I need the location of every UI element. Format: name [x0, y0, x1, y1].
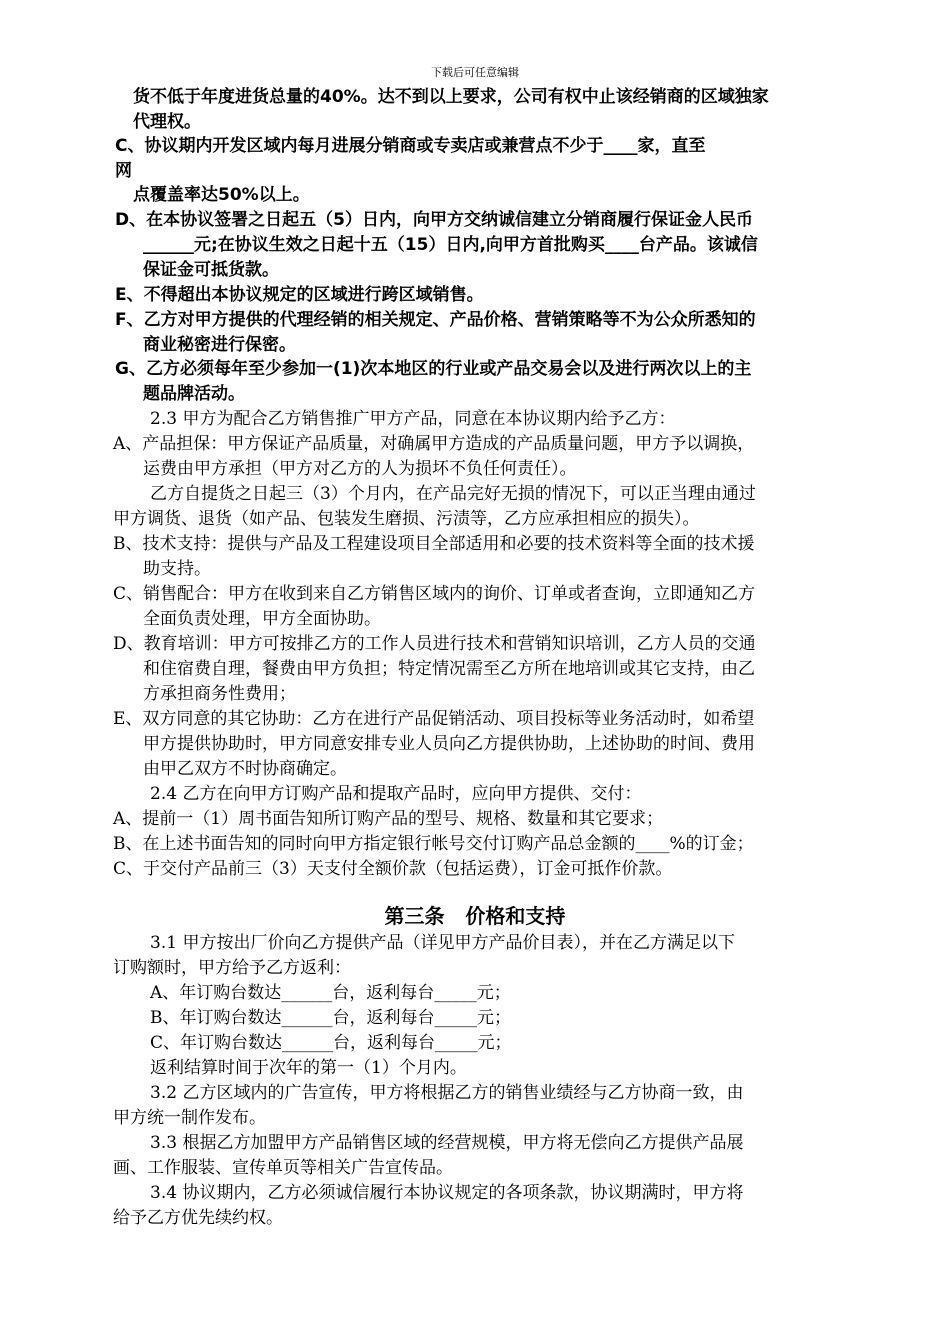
doc-line: 网	[115, 161, 132, 181]
doc-line: D、教育培训：甲方可按排乙方的工作人员进行技术和营销知识培训，乙方人员的交通	[113, 634, 756, 654]
doc-line: 货不低于年度进货总量的40%。达不到以上要求，公司有权中止该经销商的区域独家	[133, 87, 769, 107]
doc-line: 助支持。	[143, 559, 211, 579]
doc-line: 2.4 乙方在向甲方订购产品和提取产品时，应向甲方提供、交付：	[150, 784, 642, 804]
doc-line: A、提前一（1）周书面告知所订购产品的型号、规格、数量和其它要求；	[113, 809, 664, 829]
doc-line: 3.4 协议期内，乙方必须诚信履行本协议规定的各项条款，协议期满时，甲方将	[150, 1183, 744, 1203]
doc-line: 由甲乙双方不时协商确定。	[143, 759, 347, 779]
doc-line: B、年订购台数达______台，返利每台_____元；	[150, 1008, 511, 1028]
doc-line: 返利结算时间于次年的第一（1）个月内。	[150, 1058, 467, 1078]
doc-line: 给予乙方优先续约权。	[113, 1208, 283, 1228]
doc-line: E、双方同意的其它协助：乙方在进行产品促销活动、项目投标等业务活动时，如希望	[113, 709, 755, 729]
doc-line: C、年订购台数达______台，返利每台_____元；	[150, 1033, 512, 1053]
doc-line: G、乙方必须每年至少参加一(1)次本地区的行业或产品交易会以及进行两次以上的主	[115, 359, 752, 379]
doc-line: B、在上述书面告知的同时向甲方指定银行帐号交付订购产品总金额的____%的订金；	[113, 834, 754, 854]
doc-line: D、在本协议签署之日起五（5）日内，向甲方交纳诚信建立分销商履行保证金人民币	[115, 210, 753, 230]
doc-line: C、于交付产品前三（3）天支付全额价款（包括运费），订金可抵作价款。	[113, 859, 673, 879]
doc-line: E、不得超出本协议规定的区域进行跨区域销售。	[115, 285, 484, 305]
doc-line: 和住宿费自理，餐费由甲方负担；特定情况需至乙方所在地培训或其它支持，由乙	[143, 659, 755, 679]
doc-line: 甲方调货、退货（如产品、包装发生磨损、污渍等，乙方应承担相应的损失）。	[113, 509, 700, 529]
doc-line: 题品牌活动。	[143, 384, 245, 404]
doc-line: 点覆盖率达50%以上。	[133, 185, 310, 205]
doc-line: 2.3 甲方为配合乙方销售推广甲方产品，同意在本协议期内给予乙方：	[150, 409, 676, 429]
doc-line: B、技术支持：提供与产品及工程建设项目全部适用和必要的技术资料等全面的技术援	[113, 534, 755, 554]
doc-line: F、乙方对甲方提供的代理经销的相关规定、产品价格、营销策略等不为公众所悉知的	[115, 310, 756, 330]
doc-line: 3.1 甲方按出厂价向乙方提供产品（详见甲方产品价目表），并在乙方满足以下	[150, 933, 735, 953]
doc-line: 画、工作服装、宣传单页等相关广告宣传品。	[113, 1158, 453, 1178]
doc-line: 全面负责处理，甲方全面协助。	[143, 609, 381, 629]
article-title: 第三条 价格和支持	[384, 904, 566, 928]
doc-line: 商业秘密进行保密。	[143, 335, 296, 355]
doc-line: 3.2 乙方区域内的广告宣传，甲方将根据乙方的销售业绩经与乙方协商一致，由	[150, 1083, 744, 1103]
doc-line: 方承担商务性费用；	[143, 684, 296, 704]
doc-line: A、年订购台数达______台，返利每台_____元；	[150, 983, 511, 1003]
doc-line: C、销售配合：甲方在收到来自乙方销售区域内的询价、订单或者查询，立即通知乙方	[113, 584, 756, 604]
doc-line: 保证金可抵货款。	[143, 260, 279, 280]
doc-line: 甲方提供协助时，甲方同意安排专业人员向乙方提供协助，上述协助的时间、费用	[143, 734, 755, 754]
doc-line: 甲方统一制作发布。	[113, 1108, 266, 1128]
doc-line: ______元;在协议生效之日起十五（15）日内,向甲方首批购买____台产品。该诚信	[143, 235, 758, 255]
page-header: 下载后可任意编辑	[431, 66, 519, 79]
doc-line: 运费由甲方承担（甲方对乙方的人为损坏不负任何责任）。	[143, 459, 577, 479]
doc-line: 订购额时，甲方给予乙方返利：	[113, 958, 351, 978]
doc-line: 3.3 根据乙方加盟甲方产品销售区域的经营规模，甲方将无偿向乙方提供产品展	[150, 1133, 744, 1153]
doc-line: C、协议期内开发区域内每月进展分销商或专卖店或兼营点不少于____家，直至	[115, 136, 706, 156]
doc-line: 代理权。	[133, 112, 201, 132]
doc-line: A、产品担保：甲方保证产品质量，对确属甲方造成的产品质量问题，甲方予以调换，	[113, 434, 755, 454]
doc-line: 乙方自提货之日起三（3）个月内，在产品完好无损的情况下，可以正当理由通过	[150, 484, 756, 504]
